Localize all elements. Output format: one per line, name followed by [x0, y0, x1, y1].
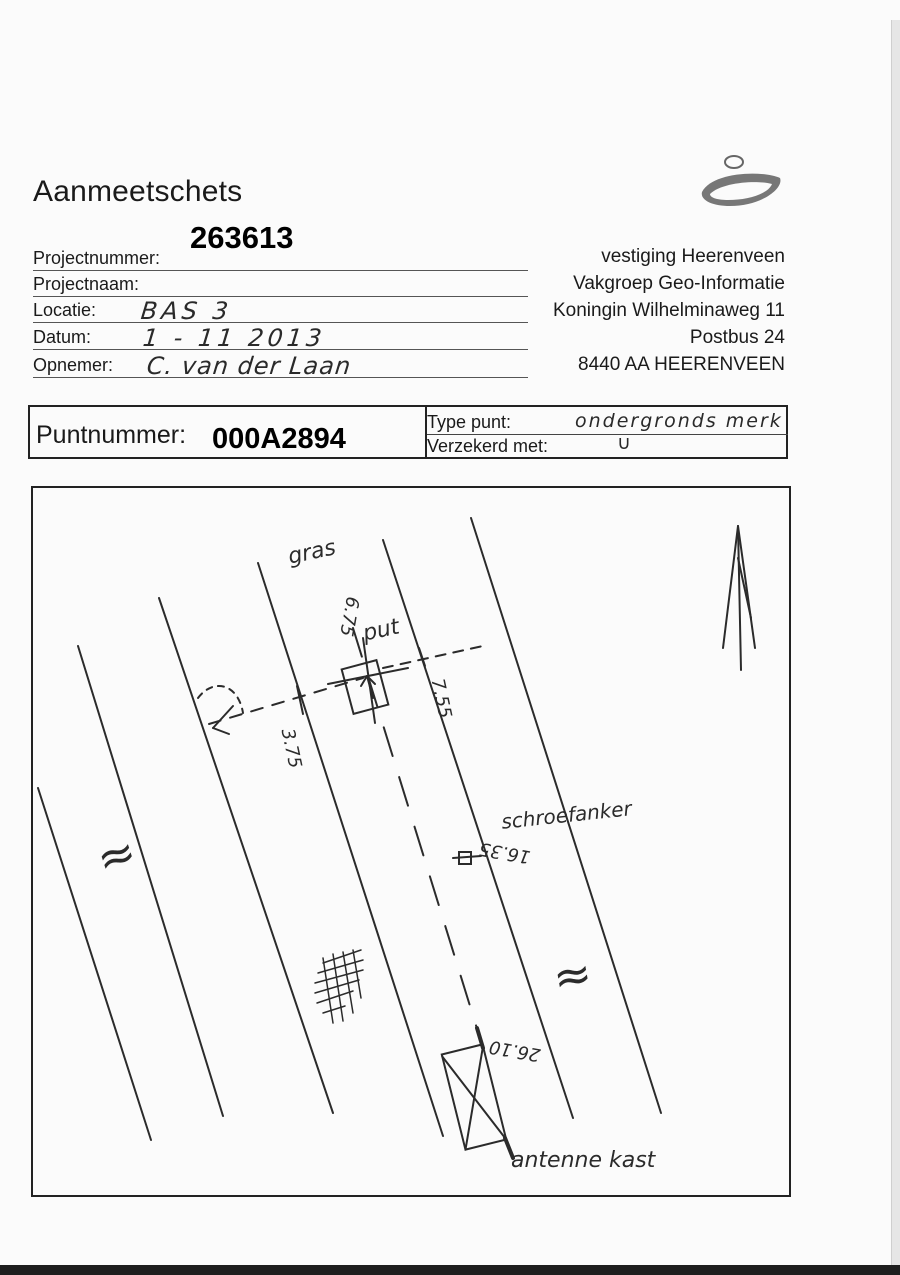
sheet-title: Aanmeetschets: [33, 175, 243, 208]
address-line-2: Vakgroep Geo-Informatie: [573, 273, 785, 294]
scan-edge-bottom: [0, 1265, 900, 1275]
put-square: [342, 660, 389, 714]
label-projectnaam: Projectnaam:: [33, 274, 140, 294]
address-line-4: Postbus 24: [689, 327, 785, 348]
label-opnemer: Opnemer:: [33, 355, 114, 375]
dimension-6-75: 6.75: [335, 594, 363, 639]
verzekerd-row: [427, 434, 788, 459]
dimension-16-35: 16.35: [477, 837, 532, 868]
label-datum: Datum:: [33, 327, 92, 347]
dimension-3-75: 3.75: [276, 726, 306, 771]
field-datum: [33, 323, 528, 350]
label-projectnummer: Projectnummer:: [33, 248, 161, 268]
field-opnemer: [33, 351, 528, 378]
dimension-7-55: 7.55: [426, 676, 456, 721]
tick-right: [419, 648, 425, 666]
company-logo-icon: [692, 148, 787, 212]
address-line-3: Koningin Wilhelminaweg 11: [553, 300, 785, 321]
point-number-box: [28, 405, 788, 459]
hatch-shrub: [315, 950, 363, 1023]
water-symbol-right: ≈: [548, 945, 596, 1005]
line-road-edge-4: [258, 563, 443, 1136]
line-road-edge-3: [159, 598, 333, 1113]
centre-line-dashed: [353, 628, 483, 1048]
dimension-26-10: 26.10: [487, 1035, 542, 1066]
sketch-drawing: [33, 488, 791, 1197]
measure-line-left: [209, 678, 363, 724]
field-projectnummer: [33, 244, 528, 271]
value-opnemer: C. van der Laan: [145, 352, 353, 380]
label-antenne-kast: antenne kast: [511, 1148, 656, 1173]
label-locatie: Locatie:: [33, 300, 97, 320]
type-punt-label: Type punt:: [427, 412, 512, 432]
measurement-sketch: [31, 486, 791, 1197]
north-arrow-icon: [723, 526, 755, 670]
value-datum: 1 - 11 2013: [141, 324, 327, 352]
label-gras: gras: [285, 535, 339, 570]
water-symbol-left: ≈: [89, 823, 143, 887]
verzekerd-value: ∪: [617, 432, 633, 454]
type-punt-value: ondergronds merk: [575, 410, 783, 432]
line-road-edge-2: [78, 646, 223, 1116]
address-line-5: 8440 AA HEERENVEEN: [578, 354, 785, 375]
point-number-value: 000A2894: [212, 423, 346, 455]
scan-edge-right: [891, 20, 900, 1275]
type-punt-row: [427, 409, 788, 435]
address-line-1: vestiging Heerenveen: [601, 246, 785, 267]
project-number-value: 263613: [190, 220, 294, 255]
point-number-label: Puntnummer:: [36, 421, 187, 449]
value-locatie: BAS 3: [139, 297, 234, 325]
curve-marker: [198, 686, 243, 713]
field-locatie: [33, 296, 528, 323]
verzekerd-label: Verzekerd met:: [427, 436, 549, 456]
label-put: put: [360, 614, 402, 647]
label-schroefanker: schroefanker: [500, 796, 633, 834]
field-projectnaam: [33, 270, 528, 297]
measure-line-right: [383, 646, 483, 668]
